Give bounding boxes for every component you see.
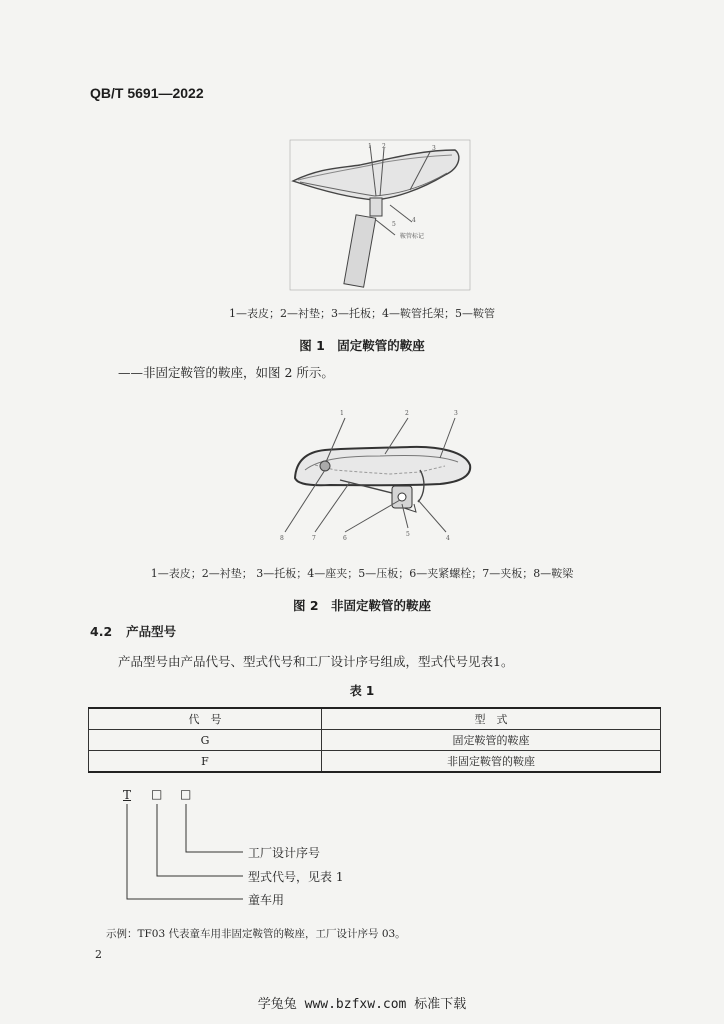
table-cell: F bbox=[89, 751, 322, 773]
intro-line: ——非固定鞍管的鞍座，如图 2 所示。 bbox=[118, 365, 334, 380]
table-title: 表 1 bbox=[349, 684, 375, 698]
model-code-box-serial: □ bbox=[180, 787, 192, 801]
fig2-part-4: 4 bbox=[446, 535, 450, 542]
table-cell: 固定鞍管的鞍座 bbox=[322, 730, 661, 751]
fig1-part-3: 3 bbox=[432, 145, 436, 152]
fig2-part-6: 6 bbox=[343, 535, 347, 542]
fig1-marking-label: 鞍管标记 bbox=[400, 233, 425, 240]
fig2-part-5: 5 bbox=[406, 531, 410, 538]
standard-code-header: QB/T 5691—2022 bbox=[90, 85, 204, 101]
table-header-code: 代 号 bbox=[89, 708, 322, 730]
fig1-part-1: 1 bbox=[368, 143, 372, 150]
fig1-part-2: 2 bbox=[382, 143, 386, 150]
label-type-code: 型式代号，见表 1 bbox=[248, 870, 344, 884]
table-cell: G bbox=[89, 730, 322, 751]
figure1-title: 图 1 固定鞍管的鞍座 bbox=[299, 338, 425, 353]
fig2-part-1: 1 bbox=[340, 410, 344, 417]
fig1-part-5: 5 bbox=[392, 221, 396, 228]
fig1-part-4: 4 bbox=[412, 217, 416, 224]
example-note: 示例：TF03 代表童车用非固定鞍管的鞍座，工厂设计序号 03。 bbox=[106, 928, 406, 940]
label-factory-serial: 工厂设计序号 bbox=[248, 846, 321, 860]
page-number: 2 bbox=[95, 948, 102, 961]
fig2-part-2: 2 bbox=[405, 410, 409, 417]
model-code-letter: T bbox=[123, 788, 132, 802]
figure1-legend: 1—表皮；2—衬垫；3—托板；4—鞍管托架；5—鞍管 bbox=[229, 307, 495, 320]
fig2-part-3: 3 bbox=[454, 410, 458, 417]
fig2-part-8: 8 bbox=[280, 535, 284, 542]
fig2-part-7: 7 bbox=[312, 535, 316, 542]
site-footer: 学兔兔 www.bzfxw.com 标准下载 bbox=[257, 997, 467, 1012]
model-code-box-type: □ bbox=[151, 787, 163, 801]
label-children-vehicle: 童车用 bbox=[248, 893, 285, 907]
figure2-legend: 1—表皮；2—衬垫； 3—托板；4—座夹；5—压板；6—夹紧螺栓；7—夹板；8—鞍梁 bbox=[150, 567, 574, 580]
table-cell: 非固定鞍管的鞍座 bbox=[322, 751, 661, 773]
table-header-type: 型 式 bbox=[322, 708, 661, 730]
section-number: 4.2 bbox=[90, 624, 113, 639]
section-title: 产品型号 bbox=[126, 624, 177, 639]
figure2-title: 图 2 非固定鞍管的鞍座 bbox=[292, 598, 432, 613]
model-paragraph: 产品型号由产品代号、型式代号和工厂设计序号组成，型式代号见表1。 bbox=[118, 654, 514, 669]
